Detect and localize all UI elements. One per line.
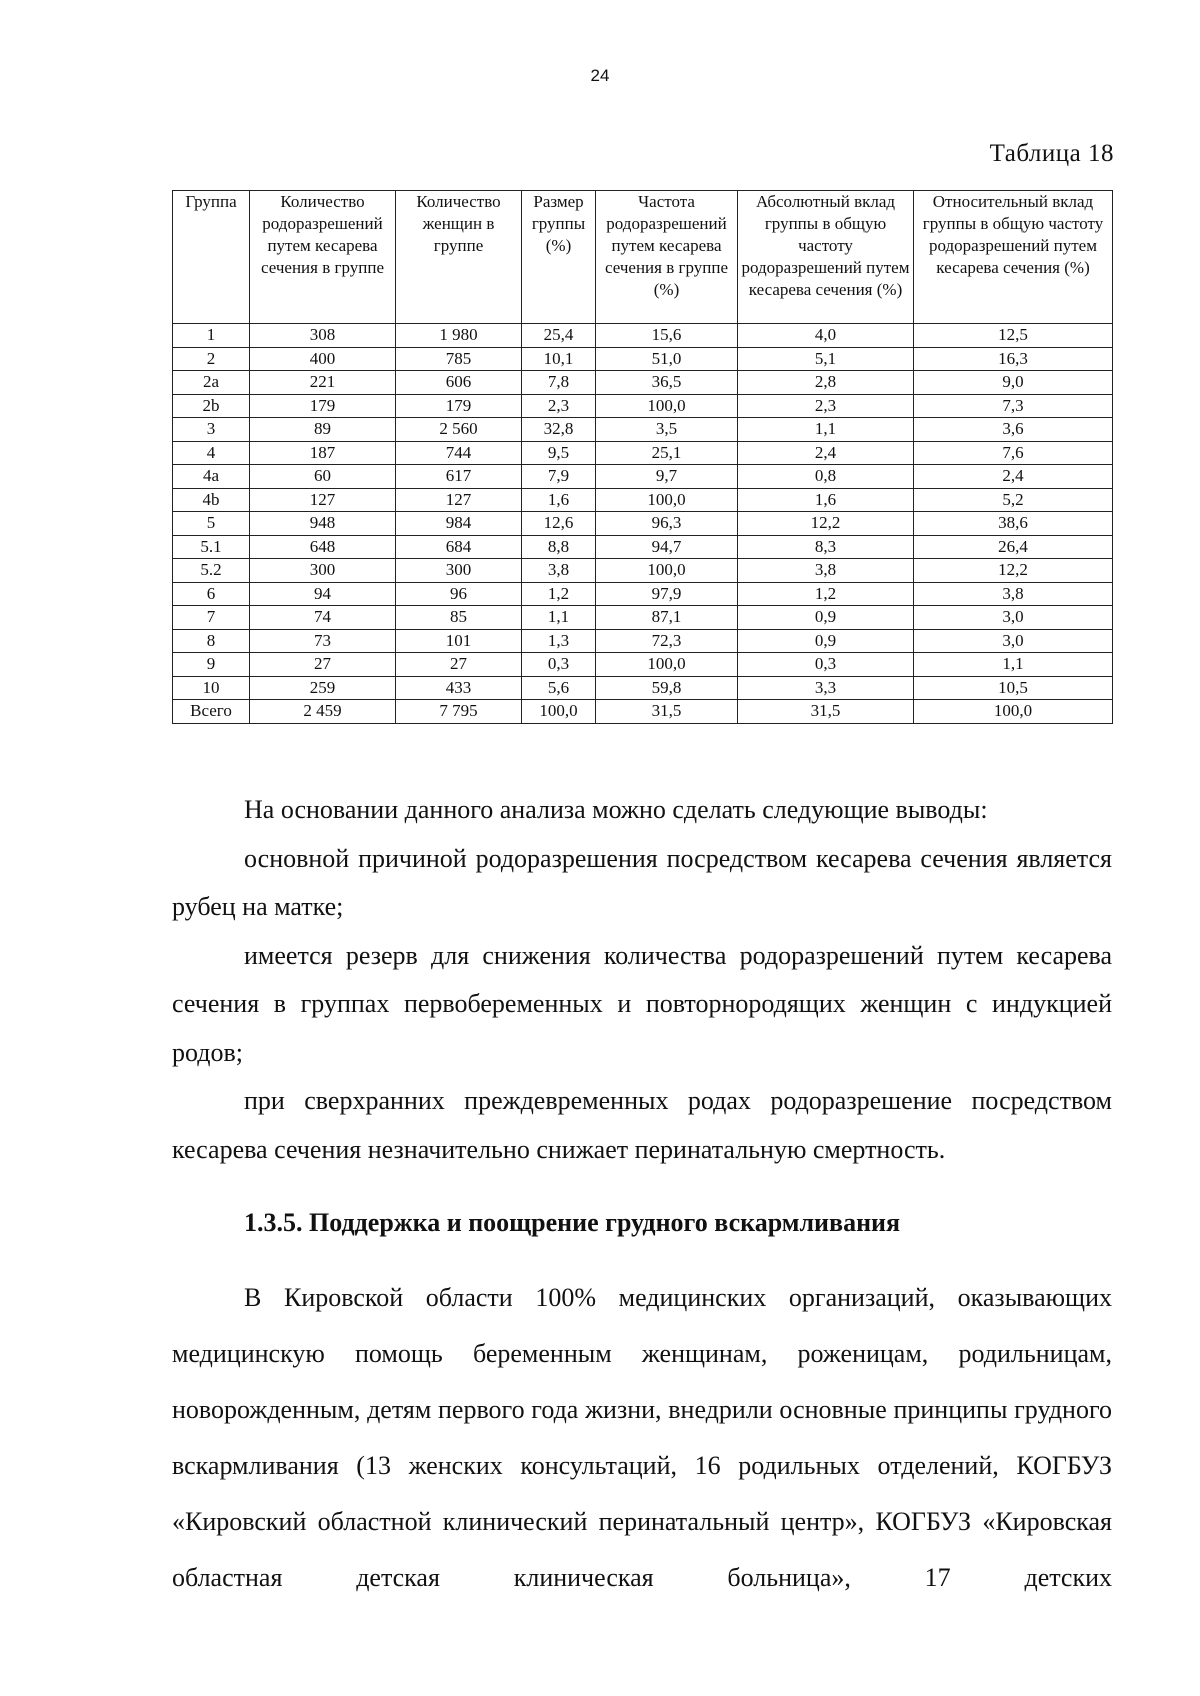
table-cell: 4b [173,488,250,512]
table-row [173,582,1113,606]
table-cell: 3,8 [914,582,1113,606]
page-number: 24 [590,66,610,85]
table-cell: 97,9 [596,582,738,606]
table-cell: 2b [173,394,250,418]
table-cell: 3,8 [522,559,596,583]
table-cell: 617 [396,465,522,489]
table-row [173,535,1113,559]
table-cell: 187 [250,441,396,465]
table-cell: 73 [250,629,396,653]
table-row [173,371,1113,395]
table-cell: 26,4 [914,535,1113,559]
table-cell: 221 [250,371,396,395]
table-cell: 9,0 [914,371,1113,395]
header-group-size: Размер группы (%) [522,191,596,324]
table-cell: 5,1 [738,347,914,371]
table-cell: 8 [173,629,250,653]
table-cell: 308 [250,324,396,348]
table-cell: 5.1 [173,535,250,559]
table-cell: 648 [250,535,396,559]
table-cell: 4,0 [738,324,914,348]
table-cell: 74 [250,606,396,630]
table-cell: 2a [173,371,250,395]
table-cell: 7 [173,606,250,630]
table-row [173,488,1113,512]
table-cell: 9 [173,653,250,677]
table-cell: 300 [250,559,396,583]
header-cs-count: Количество родоразрешений путем кесарева сечения в группе [250,191,396,324]
table-cell: 100,0 [596,488,738,512]
header-cs-rate: Частота родоразрешений путем кесарева сечения в группе (%) [596,191,738,324]
table-cell: 10,1 [522,347,596,371]
table-cell: 4a [173,465,250,489]
table-cell: 2,3 [522,394,596,418]
table-cell: 127 [250,488,396,512]
table-cell: 101 [396,629,522,653]
table-cell: 0,8 [738,465,914,489]
table-header-row [173,191,1113,324]
table-cell: 12,2 [914,559,1113,583]
table-cell: 94,7 [596,535,738,559]
conclusions-intro: На основании данного анализа можно сделать следующие выводы: [244,795,988,824]
table-cell: 2,3 [738,394,914,418]
table-cell: 36,5 [596,371,738,395]
table-cell: 400 [250,347,396,371]
table-cell: 7,8 [522,371,596,395]
table-cell: 1 980 [396,324,522,348]
table-cell: 2 560 [396,418,522,442]
table-cell: 8,3 [738,535,914,559]
table-cell: 32,8 [522,418,596,442]
table-cell: 0,3 [738,653,914,677]
table-cell: 15,6 [596,324,738,348]
table-row [173,512,1113,536]
table-cell: 684 [396,535,522,559]
header-relative-contribution: Относительный вклад группы в общую частоту родоразрешений путем кесарева сечения (%) [914,191,1113,324]
table-cell: 27 [396,653,522,677]
table-cell: 25,4 [522,324,596,348]
section-paragraph: В Кировской области 100% медицинских организаций, оказывающих медицинскую помощь беременным женщинам, роженицам, родильницам, новорожденным, детям первого года жизни, внедрили основные принципы грудного вскармливания (13 женских консультаций, 16 родильных отделений, КОГБУЗ «Кировский областной клинический перинатальный центр», КОГБУЗ «Кировская областная детская клиническая больница», 17 детских [172,1283,1112,1592]
table-cell: 72,3 [596,629,738,653]
table-cell: 12,6 [522,512,596,536]
table-row [173,465,1113,489]
table-cell: Всего [173,700,250,724]
table-cell: 0,9 [738,606,914,630]
table-cell: 31,5 [738,700,914,724]
table-cell: 51,0 [596,347,738,371]
header-absolute-contribution: Абсолютный вклад группы в общую частоту родоразрешений путем кесарева сечения (%) [738,191,914,324]
table-cell: 59,8 [596,676,738,700]
table-cell: 100,0 [596,394,738,418]
table-cell: 5,2 [914,488,1113,512]
table-cell: 179 [396,394,522,418]
table-row [173,676,1113,700]
section-heading: 1.3.5. Поддержка и поощрение грудного вскармливания [244,1208,901,1237]
table-cell: 9,7 [596,465,738,489]
table-cell: 259 [250,676,396,700]
table-cell: 606 [396,371,522,395]
table-cell: 94 [250,582,396,606]
table-cell: 85 [396,606,522,630]
table-cell: 7,9 [522,465,596,489]
table-row [173,700,1113,724]
header-group: Группа [173,191,250,324]
table-cell: 785 [396,347,522,371]
table-cell: 948 [250,512,396,536]
table-cell: 3,6 [914,418,1113,442]
table-row [173,418,1113,442]
conclusion-item-2: имеется резерв для снижения количества родоразрешений путем кесарева сечения в группах первобеременных и повторнородящих женщин с индукцией родов; [172,940,1112,1067]
section-paragraph-block [172,1270,1112,1606]
table-row [173,629,1113,653]
data-table [172,190,1113,724]
table-cell: 25,1 [596,441,738,465]
table-cell: 100,0 [596,653,738,677]
table-body [173,324,1113,724]
table-cell: 179 [250,394,396,418]
table-cell: 2 459 [250,700,396,724]
table-cell: 3,8 [738,559,914,583]
header-women-count: Количество женщин в группе [396,191,522,324]
table-cell: 16,3 [914,347,1113,371]
table-cell: 6 [173,582,250,606]
table-cell: 96,3 [596,512,738,536]
table-cell: 300 [396,559,522,583]
table-cell: 1,6 [522,488,596,512]
table-cell: 60 [250,465,396,489]
table-cell: 744 [396,441,522,465]
table-cell: 3,0 [914,606,1113,630]
table-cell: 1,3 [522,629,596,653]
table-cell: 1,2 [738,582,914,606]
table-cell: 1,1 [522,606,596,630]
table-cell: 12,2 [738,512,914,536]
table-cell: 4 [173,441,250,465]
table-cell: 984 [396,512,522,536]
table-row [173,441,1113,465]
table-cell: 1,1 [738,418,914,442]
table-cell: 12,5 [914,324,1113,348]
table-cell: 87,1 [596,606,738,630]
table-cell: 100,0 [522,700,596,724]
table-cell: 1,6 [738,488,914,512]
table-cell: 1 [173,324,250,348]
table-cell: 0,9 [738,629,914,653]
table-cell: 38,6 [914,512,1113,536]
table-cell: 96 [396,582,522,606]
table-cell: 89 [250,418,396,442]
table-cell: 2 [173,347,250,371]
conclusion-item-3: при сверхранних преждевременных родах родоразрешение посредством кесарева сечения незначительно снижает перинатальную смертность. [172,1086,1112,1164]
table-cell: 2,8 [738,371,914,395]
table-cell: 3,0 [914,629,1113,653]
table-cell: 100,0 [914,700,1113,724]
table-cell: 9,5 [522,441,596,465]
table-cell: 2,4 [738,441,914,465]
table-cell: 3 [173,418,250,442]
table-cell: 10,5 [914,676,1113,700]
table-cell: 10 [173,676,250,700]
table-cell: 27 [250,653,396,677]
table-cell: 7,6 [914,441,1113,465]
table-cell: 7,3 [914,394,1113,418]
table-row [173,559,1113,583]
table-cell: 1,1 [914,653,1113,677]
conclusion-item-1: основной причиной родоразрешения посредством кесарева сечения является рубец на матке; [172,843,1112,921]
table-cell: 2,4 [914,465,1113,489]
conclusions-block [172,786,1112,1174]
table-row [173,347,1113,371]
table-row [173,653,1113,677]
table-cell: 0,3 [522,653,596,677]
table-caption: Таблица 18 [989,140,1114,167]
table-cell: 433 [396,676,522,700]
table-cell: 100,0 [596,559,738,583]
table-cell: 7 795 [396,700,522,724]
table-cell: 127 [396,488,522,512]
table-row [173,324,1113,348]
table-cell: 8,8 [522,535,596,559]
table-row [173,394,1113,418]
table-row [173,606,1113,630]
table-cell: 31,5 [596,700,738,724]
table-cell: 5 [173,512,250,536]
table-cell: 5.2 [173,559,250,583]
table-cell: 3,3 [738,676,914,700]
table-cell: 5,6 [522,676,596,700]
table-cell: 1,2 [522,582,596,606]
table-cell: 3,5 [596,418,738,442]
